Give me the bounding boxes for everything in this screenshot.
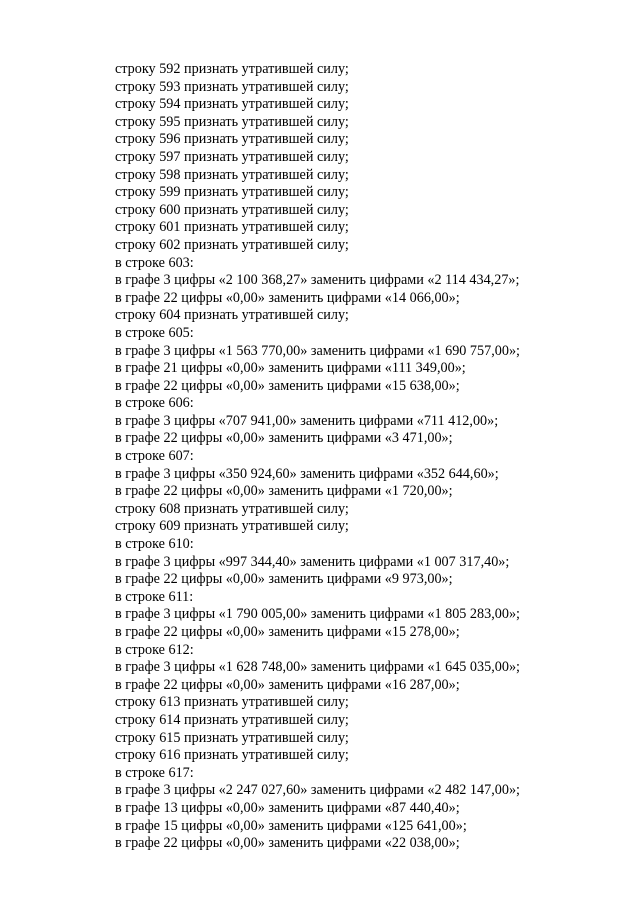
text-line: в графе 21 цифры «0,00» заменить цифрами «111 349,00»; (115, 360, 466, 377)
text-line: строку 609 признать утратившей силу; (115, 518, 349, 535)
text-line: строку 595 признать утратившей силу; (115, 113, 349, 130)
text-line: строку 592 признать утратившей силу; (115, 61, 349, 77)
text-line: в графе 3 цифры «350 924,60» заменить цифрами «352 644,60»; (115, 465, 499, 482)
text-line: строку 601 признать утратившей силу; (115, 219, 349, 236)
text-line: строку 604 признать утратившей силу; (115, 307, 349, 324)
text-line: в строке 612: (115, 641, 194, 658)
text-line: в графе 22 цифры «0,00» заменить цифрами «15 278,00»; (115, 624, 460, 640)
text-line: в строке 611: (115, 588, 194, 605)
text-line: в графе 3 цифры «2 100 368,27» заменить цифрами «2 114 434,27»; (115, 272, 520, 289)
text-line: в графе 13 цифры «0,00» заменить цифрами «87 440,40»; (115, 799, 460, 816)
text-line: строку 602 признать утратившей силу; (115, 236, 349, 253)
text-line: в строке 617: (115, 764, 194, 781)
amendment-text-block (115, 61, 595, 853)
text-line: в графе 22 цифры «0,00» заменить цифрами «3 471,00»; (115, 430, 453, 447)
text-line: в графе 22 цифры «0,00» заменить цифрами «1 720,00»; (115, 483, 453, 500)
text-line: в графе 22 цифры «0,00» заменить цифрами «15 638,00»; (115, 377, 460, 394)
text-line: строку 616 признать утратившей силу; (115, 747, 349, 764)
text-line: строку 596 признать утратившей силу; (115, 131, 349, 148)
text-line: строку 594 признать утратившей силу; (115, 96, 349, 113)
text-line: строку 600 признать утратившей силу; (115, 201, 349, 218)
text-line: строку 597 признать утратившей силу; (115, 148, 349, 165)
text-line: в графе 22 цифры «0,00» заменить цифрами «14 066,00»; (115, 289, 460, 306)
text-line: строку 599 признать утратившей силу; (115, 184, 349, 201)
text-line: строку 613 признать утратившей силу; (115, 694, 349, 711)
text-line: в строке 603: (115, 254, 194, 271)
text-line: в графе 3 цифры «997 344,40» заменить цифрами «1 007 317,40»; (115, 553, 510, 570)
text-line: в строке 607: (115, 448, 194, 465)
text-line: строку 615 признать утратившей силу; (115, 729, 349, 746)
text-line: в графе 3 цифры «1 790 005,00» заменить цифрами «1 805 283,00»; (115, 606, 520, 623)
text-line: в графе 15 цифры «0,00» заменить цифрами «125 641,00»; (115, 817, 467, 834)
text-line: в графе 22 цифры «0,00» заменить цифрами «16 287,00»; (115, 676, 460, 693)
text-line: строку 608 признать утратившей силу; (115, 500, 349, 517)
text-line: строку 593 признать утратившей силу; (115, 78, 349, 95)
text-line: строку 614 признать утратившей силу; (115, 711, 349, 728)
text-line: в графе 3 цифры «1 628 748,00» заменить цифрами «1 645 035,00»; (115, 659, 520, 676)
text-line: в строке 610: (115, 536, 194, 553)
text-line: в графе 3 цифры «2 247 027,60» заменить цифрами «2 482 147,00»; (115, 782, 520, 799)
text-line: в графе 3 цифры «1 563 770,00» заменить цифрами «1 690 757,00»; (115, 342, 520, 359)
text-line: в графе 22 цифры «0,00» заменить цифрами «22 038,00»; (115, 835, 460, 852)
text-line: в строке 605: (115, 324, 194, 341)
text-line: в графе 3 цифры «707 941,00» заменить цифрами «711 412,00»; (115, 412, 499, 429)
text-line: в строке 606: (115, 395, 194, 412)
text-line: строку 598 признать утратившей силу; (115, 166, 349, 183)
text-line: в графе 22 цифры «0,00» заменить цифрами «9 973,00»; (115, 571, 453, 588)
